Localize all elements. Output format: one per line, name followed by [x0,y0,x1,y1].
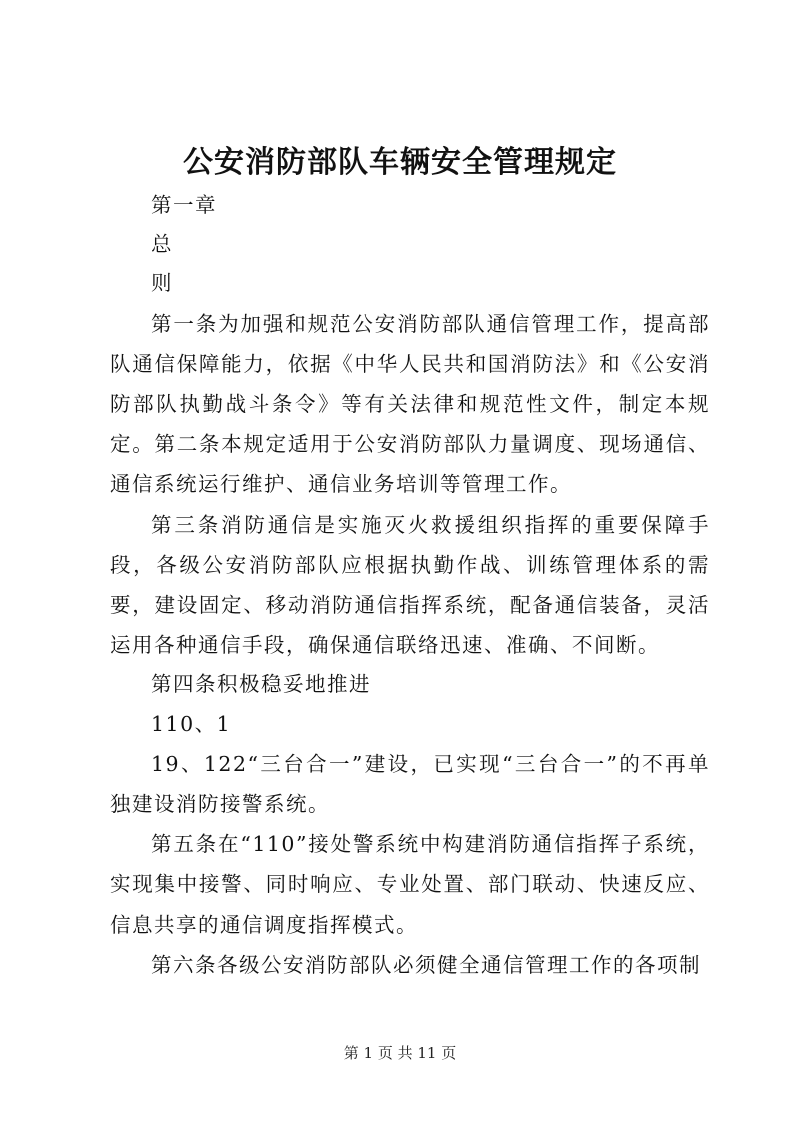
article-5-paragraph: 第五条在“110”接处警系统中构建消防通信指挥子系统，实现集中接警、同时响应、专业处置、部门联动、快速反应、信息共享的通信调度指挥模式。 [110,832,710,937]
article-3-paragraph: 第三条消防通信是实施灭火救援组织指挥的重要保障手段，各级公安消防部队应根据执勤作战、训练管理体系的需要，建设固定、移动消防通信指挥系统，配备通信装备，灵活运用各种通信手段，确保通信联络迅速、准确、不间断。 [110,512,710,658]
document-body [110,186,710,985]
page-title: 公安消防部队车辆安全管理规定 [183,145,617,180]
article-6-paragraph: 第六条各级公安消防部队必须健全通信管理工作的各项制 [151,952,701,977]
article-1-2-paragraph: 第一条为加强和规范公安消防部队通信管理工作，提高部队通信保障能力，依据《中华人民共和国消防法》和《公安消防部队执勤战斗条令》等有关法律和规范性文件，制定本规定。第二条本规定适用于公安消防部队力量调度、现场通信、通信系统运行维护、通信业务培训等管理工作。 [110,311,710,497]
article-4-paragraph: 19、122“三台合一”建设，已实现“三台合一”的不再单独建设消防接警系统。 [110,751,710,816]
article-4-line-2: 110、1 [151,711,232,736]
article-4-line-1: 第四条积极稳妥地推进 [151,672,371,697]
chapter-label: 第一章 [151,193,217,217]
page-footer: 第 1 页 共 11 页 [343,1044,457,1062]
chapter-title-part-2: 则 [151,271,173,296]
chapter-title-part-1: 总 [151,232,173,257]
